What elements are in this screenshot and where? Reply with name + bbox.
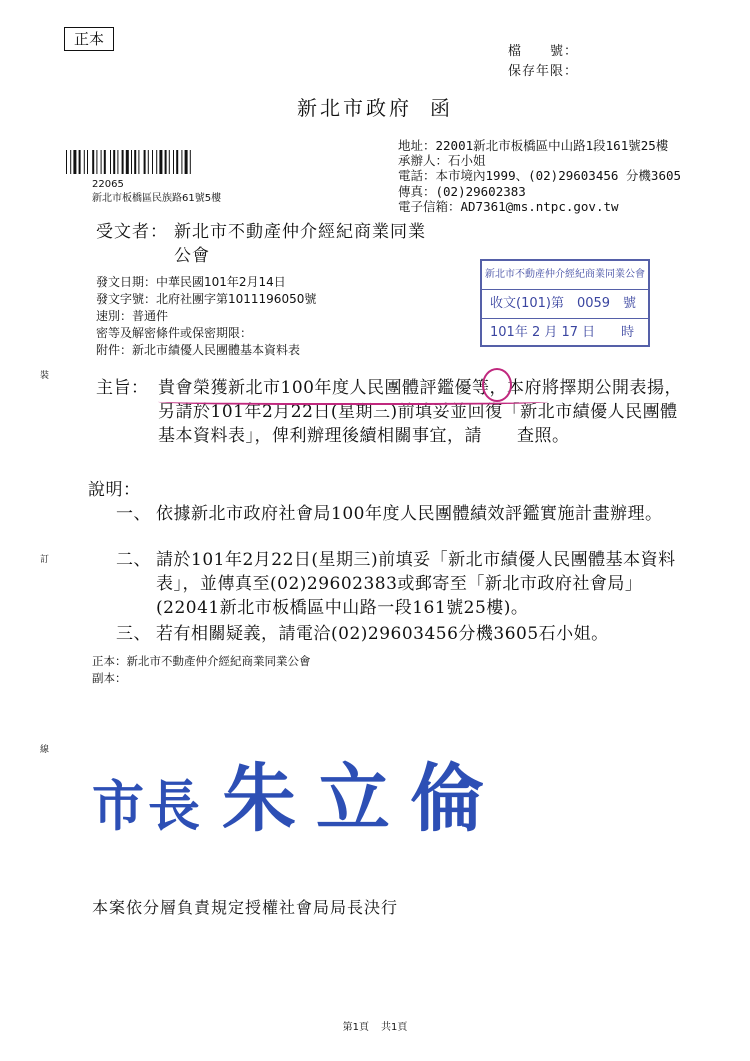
subject-label: 主旨：: [96, 378, 149, 398]
barcode-bar: [138, 150, 139, 174]
explanation-label: 說明：: [88, 480, 141, 500]
signature-title: 市長: [92, 774, 205, 839]
barcode-bar: [84, 150, 85, 174]
barcode-bar: [134, 150, 136, 174]
page-total: 共1頁: [381, 1022, 408, 1033]
delivery-speed: 速別：普通件: [96, 309, 169, 323]
binding-mark-top: 裝: [40, 371, 50, 381]
mailing-address: 新北市板橋區民族路61號5樓: [92, 193, 222, 204]
item-text: 請於101年2月22日(星期三)前填妥「新北市績優人民團體基本資料表」，並傳真至(02)29602383或郵寄至「新北市政府社會局」(22041新北市板橋區中山路一段161號25樓)。: [156, 550, 676, 618]
sender-email: 電子信箱：AD7361@ms.ntpc.gov.tw: [398, 198, 619, 214]
item-number: 一、: [116, 504, 151, 524]
barcode: [66, 150, 262, 174]
recipient-name: 新北市不動產仲介經紀商業同業: [174, 222, 426, 242]
barcode-bar: [156, 150, 157, 174]
barcode-bar: [176, 150, 178, 174]
issue-date: 發文日期：中華民國101年2月14日: [96, 275, 286, 289]
barcode-bar: [73, 150, 76, 174]
barcode-bar: [190, 150, 191, 174]
agency-name: 新北市政府: [297, 96, 412, 120]
receipt-stamp: [480, 259, 650, 347]
barcode-bar: [122, 150, 124, 174]
barcode-bar: [92, 150, 94, 174]
page-number: 第1頁: [342, 1022, 369, 1033]
signature-name: 朱立倫: [222, 756, 505, 842]
item-text: 若有相關疑義，請電洽(02)29603456分機3605石小姐。: [156, 624, 609, 644]
barcode-bar: [169, 150, 170, 174]
barcode-bar: [181, 150, 182, 174]
item-text: 依據新北市政府社會局100年度人民團體績效評鑑實施計畫辦理。: [156, 504, 663, 524]
mayor-signature-seal: [92, 740, 504, 846]
attachment: 附件：新北市績優人民團體基本資料表: [96, 343, 301, 357]
binding-mark-bottom: 線: [40, 745, 50, 755]
sender-fax: 傳真：(02)29602383: [398, 183, 526, 199]
reference-number: 發文字號：北府社團字第1011196050號: [96, 292, 317, 306]
barcode-bar: [79, 150, 81, 174]
recipient-label: 受文者：: [96, 222, 168, 242]
barcode-bar: [101, 150, 102, 174]
sender-block: [398, 138, 681, 214]
stamp-received-date: 101年 2 月 17 日 時: [490, 325, 635, 340]
explanation-item: [116, 548, 696, 620]
item-number: 二、: [116, 550, 151, 570]
barcode-bar: [110, 150, 111, 174]
barcode-bar: [117, 150, 118, 174]
barcode-bar: [152, 150, 153, 174]
barcode-bar: [113, 150, 115, 174]
subject-section: [96, 376, 686, 448]
explanation-item: [116, 502, 696, 526]
barcode-bar: [185, 150, 188, 174]
barcode-bar: [96, 150, 97, 174]
binding-mark-middle: 訂: [40, 555, 50, 565]
document-type: 函: [430, 96, 453, 120]
barcode-bar: [173, 150, 174, 174]
secrecy-level: 密等及解密條件或保密期限：: [96, 326, 253, 340]
barcode-bar: [70, 150, 71, 174]
copy-mark: 正本: [64, 27, 114, 51]
item-number: 三、: [116, 624, 151, 644]
delegation-note: 本案依分層負責規定授權社會局局長決行: [92, 898, 399, 917]
barcode-bar: [148, 150, 149, 174]
sender-phone: 電話：本市境內1999、(02)29603456 分機3605: [398, 168, 682, 184]
file-number-label: 檔 號：: [508, 44, 579, 59]
retention-period-label: 保存年限：: [508, 64, 579, 79]
barcode-bar: [165, 150, 167, 174]
barcode-bar: [131, 150, 132, 174]
barcode-bar: [87, 150, 88, 174]
barcode-bar: [159, 150, 162, 174]
explanation-item: [116, 622, 696, 646]
recipient-name-cont: 公會: [174, 246, 210, 266]
barcode-bar: [104, 150, 106, 174]
recipient-mailing-address: [92, 178, 221, 206]
barcode-bar: [66, 150, 67, 174]
page-footer: [0, 1018, 750, 1033]
sender-contact: 承辦人：石小姐: [398, 153, 486, 169]
stamp-receipt-number: 收文(101)第 0059 號: [482, 290, 648, 319]
stamp-organization: 新北市不動產仲介經紀商業同業公會: [482, 261, 648, 290]
barcode-bar: [126, 150, 129, 174]
original-recipient: 正本：新北市不動產仲介經紀商業同業公會: [92, 654, 311, 668]
barcode-bar: [144, 150, 146, 174]
pen-circle: [482, 368, 512, 402]
recipient-block: [96, 220, 426, 268]
copy-recipient: 副本：: [92, 671, 127, 685]
sender-address: 地址：22001新北市板橋區中山路1段161號25樓: [398, 138, 669, 153]
subject-text: 貴會榮獲新北市100年度人民團體評鑑優等，本府將擇期公開表揚，另請於101年2月22日(星期三)前填妥並回復「新北市績優人民團體基本資料表」，俾利辦理後續相關事宜，請 查照。: [158, 378, 682, 446]
postal-code: 22065: [92, 179, 124, 190]
document-title: [0, 92, 750, 121]
